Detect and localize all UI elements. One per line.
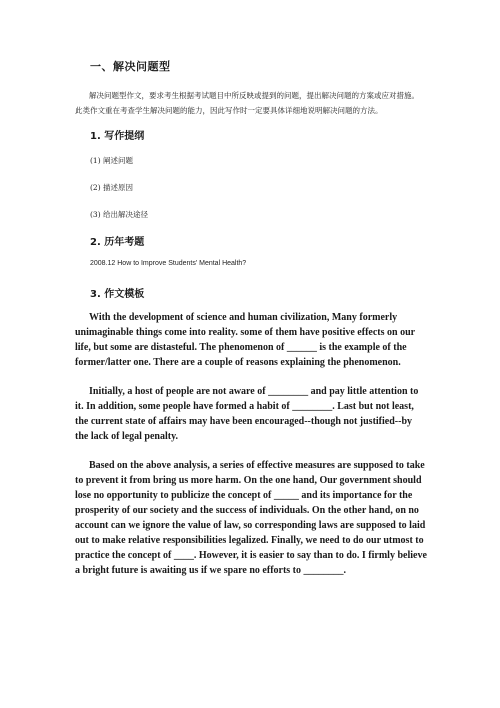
outline-item-3: (3) 给出解决途径 bbox=[90, 210, 149, 219]
past-exams-heading: 2. 历年考题 bbox=[90, 237, 145, 248]
outline-item-1: (1) 阐述问题 bbox=[90, 156, 134, 165]
template-paragraph-1: With the development of science and human civilization, Many formerly unimaginable things come into reality. some of them have positive effects on our life, but some are distasteful. The phenomenon of ______ is the example of the former/latter one. There are a couple of reasons explaining the phenomenon. bbox=[75, 312, 415, 368]
section-intro: 解决问题型作文，要求考生根据考试题目中所反映或提到的问题，提出解决问题的方案或应对措施。此类作文重在考查学生解决问题的能力，因此写作时一定要具体详细地说明解决问题的方法。 bbox=[75, 91, 419, 115]
template-paragraph-3: Based on the above analysis, a series of effective measures are supposed to take to prevent it from bring us more harm. On the one hand, Our government should lose no opportunity to publicize the concept of _____ and its importance for the prosperity of our society and the success of individuals. On the other hand, on no account can we ignore the value of law, so corresponding laws are supposed to laid out to make relative responsibilities legalized. Finally, we need to do our utmost to practice the concept of ____. However, it is easier to say than to do. I firmly believe a bright future is awaiting us if we spare no efforts to ________. bbox=[75, 460, 427, 576]
section-heading: 一、解决问题型 bbox=[90, 60, 171, 73]
outline-item-2: (2) 描述原因 bbox=[90, 183, 134, 192]
template-heading: 3. 作文模板 bbox=[90, 289, 145, 300]
template-paragraph-2: Initially, a host of people are not aware of ________ and pay little attention to it. In addition, some people have formed a habit of ________. Last but not least, the current state of affairs may have been encouraged--though not justified--by the lack of legal penalty. bbox=[75, 386, 419, 442]
outline-heading: 1. 写作提纲 bbox=[90, 131, 145, 142]
past-exam-item: 2008.12 How to Improve Students' Mental Health? bbox=[90, 260, 247, 267]
